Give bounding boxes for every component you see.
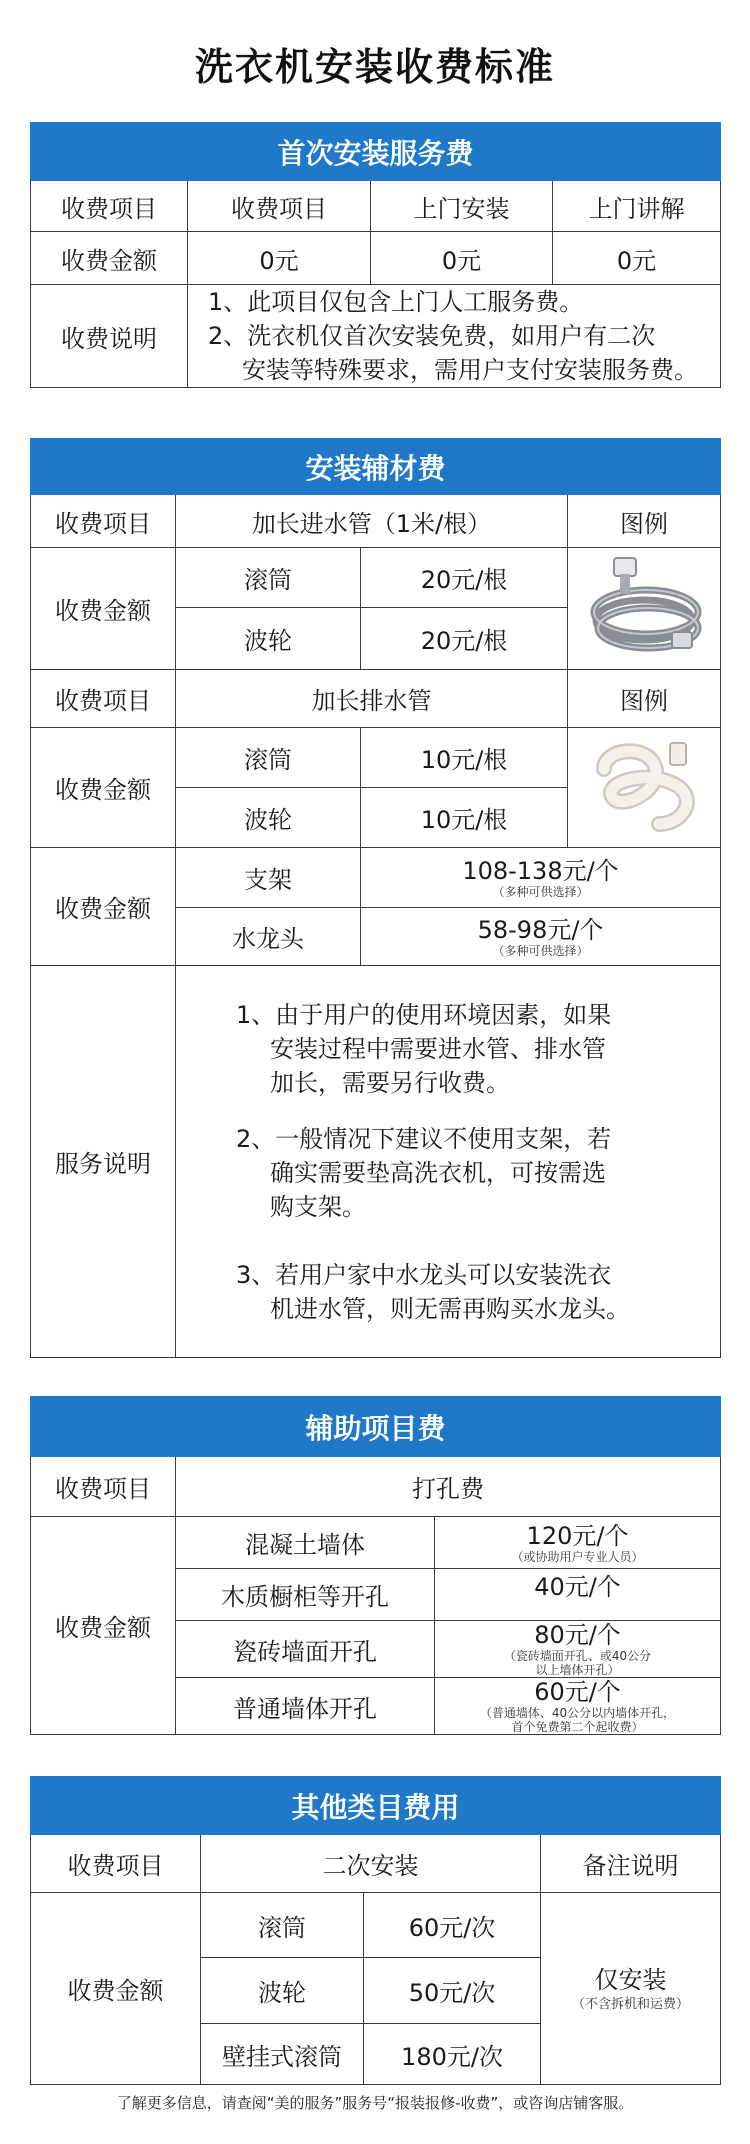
remark-sub: （不含拆机和运费）: [572, 1996, 690, 2012]
price-cell: [435, 1569, 721, 1621]
row-label: 收费金额: [31, 1893, 201, 2085]
section-header: 辅助项目费: [31, 1397, 721, 1457]
row-label: 服务说明: [31, 966, 176, 1358]
inlet-hose-icon: [574, 550, 714, 662]
column-header: 收费项目: [188, 181, 371, 232]
example-label: 图例: [568, 495, 721, 548]
section-header: 其他类目费用: [31, 1777, 721, 1835]
note-line: 1、此项目仅包含上门人工服务费。: [208, 288, 584, 316]
price-cell: 0元: [553, 232, 721, 285]
item-cell: 普通墙体开孔: [176, 1678, 435, 1735]
type-cell: 滚筒: [176, 548, 361, 608]
item-cell: 水龙头: [176, 908, 361, 966]
notes-cell: [188, 285, 721, 388]
price-value: 60元/个: [534, 1678, 621, 1706]
price-value: 58-98元/个: [477, 915, 604, 944]
service-note: [236, 1258, 710, 1326]
column-header: 上门讲解: [553, 181, 721, 232]
price-cell: 0元: [188, 232, 371, 285]
section-other: [30, 1776, 721, 2085]
price-note: （多种可供选择）: [492, 943, 589, 958]
row-label: 收费金额: [31, 548, 176, 670]
row-label: 收费项目: [31, 1835, 201, 1893]
item-name: 打孔费: [176, 1457, 721, 1517]
type-cell: 滚筒: [176, 728, 361, 788]
item-cell: 瓷砖墙面开孔: [176, 1621, 435, 1678]
type-cell: 波轮: [176, 788, 361, 848]
note-line: 安装等特殊要求，需用户支付安装服务费。: [242, 356, 698, 384]
remark-label: 备注说明: [541, 1835, 721, 1893]
price-value: 120元/个: [526, 1521, 629, 1550]
row-label: 收费项目: [31, 1457, 176, 1517]
row-label: 收费项目: [31, 181, 188, 232]
inlet-hose-image: [568, 548, 721, 670]
price-cell: 10元/根: [361, 788, 568, 848]
item-cell: 木质橱柜等开孔: [176, 1569, 435, 1621]
price-cell: 20元/根: [361, 608, 568, 670]
price-note: （或协助用户专业人员）: [511, 1549, 644, 1564]
note-line: 1、由于用户的使用环境因素，如果: [236, 1000, 612, 1029]
row-label: 收费金额: [31, 1517, 176, 1735]
row-label: 收费项目: [31, 670, 176, 728]
remark-main: 仅安装: [594, 1965, 667, 1994]
drain-hose-icon: [574, 729, 714, 841]
type-cell: 波轮: [201, 1958, 364, 2024]
section-header: 安装辅材费: [31, 439, 721, 495]
item-cell: 支架: [176, 848, 361, 908]
price-cell: 20元/根: [361, 548, 568, 608]
price-cell: 180元/次: [364, 2024, 541, 2085]
price-value: 40元/个: [534, 1573, 621, 1601]
price-cell: [435, 1678, 721, 1735]
price-cell: [435, 1621, 721, 1678]
row-label: 收费金额: [31, 848, 176, 966]
price-note: 以上墙体开孔）: [535, 1663, 620, 1677]
note-line: 2、洗衣机仅首次安装免费，如用户有二次: [208, 322, 656, 350]
row-label: 收费说明: [31, 285, 188, 388]
service-note: [236, 1122, 710, 1224]
price-note: （普通墙体、40公分以内墙体开孔，: [479, 1706, 676, 1720]
price-cell: 0元: [371, 232, 553, 285]
note-line: 机进水管，则无需再购买水龙头。: [270, 1294, 630, 1323]
section-materials: [30, 438, 721, 1358]
example-label: 图例: [568, 670, 721, 728]
price-cell: 50元/次: [364, 1958, 541, 2024]
note-line: 安装过程中需要进水管、排水管: [270, 1034, 606, 1063]
remark-cell: [541, 1893, 721, 2085]
price-cell: [361, 908, 721, 966]
section-first-install: [30, 122, 721, 388]
price-note: （多种可供选择）: [492, 884, 589, 899]
item-name: 二次安装: [201, 1835, 541, 1893]
footer-note: 了解更多信息，请查阅“美的服务”服务号“报装报修-收费”，或咨询店铺客服。: [116, 2094, 634, 2112]
section-header: 首次安装服务费: [31, 123, 721, 181]
note-line: 确实需要垫高洗衣机，可按需选: [270, 1158, 606, 1187]
section-auxiliary: [30, 1396, 721, 1735]
price-cell: 10元/根: [361, 728, 568, 788]
row-label: 收费金额: [31, 232, 188, 285]
note-line: 3、若用户家中水龙头可以安装洗衣: [236, 1260, 612, 1289]
price-cell: [435, 1517, 721, 1569]
note-line: 购支架。: [270, 1192, 366, 1221]
price-value: 108-138元/个: [462, 856, 619, 885]
column-header: 上门安装: [371, 181, 553, 232]
price-note: （瓷砖墙面开孔、或40公分: [503, 1649, 652, 1663]
row-label: 收费金额: [31, 728, 176, 848]
price-cell: [361, 848, 721, 908]
drain-hose-image: [568, 728, 721, 848]
note-line: 2、一般情况下建议不使用支架，若: [236, 1124, 612, 1153]
type-cell: 滚筒: [201, 1893, 364, 1958]
type-cell: 壁挂式滚筒: [201, 2024, 364, 2085]
service-notes: [176, 966, 721, 1358]
item-name: 加长进水管（1米/根）: [176, 495, 568, 548]
price-cell: 60元/次: [364, 1893, 541, 1958]
page-title: 洗衣机安装收费标准: [194, 45, 555, 89]
item-name: 加长排水管: [176, 670, 568, 728]
service-note: [236, 998, 710, 1100]
price-value: 80元/个: [534, 1621, 621, 1649]
note-line: 加长，需要另行收费。: [270, 1068, 510, 1097]
item-cell: 混凝土墙体: [176, 1517, 435, 1569]
price-note: 首个免费第二个起收费）: [511, 1720, 644, 1734]
type-cell: 波轮: [176, 608, 361, 670]
row-label: 收费项目: [31, 495, 176, 548]
